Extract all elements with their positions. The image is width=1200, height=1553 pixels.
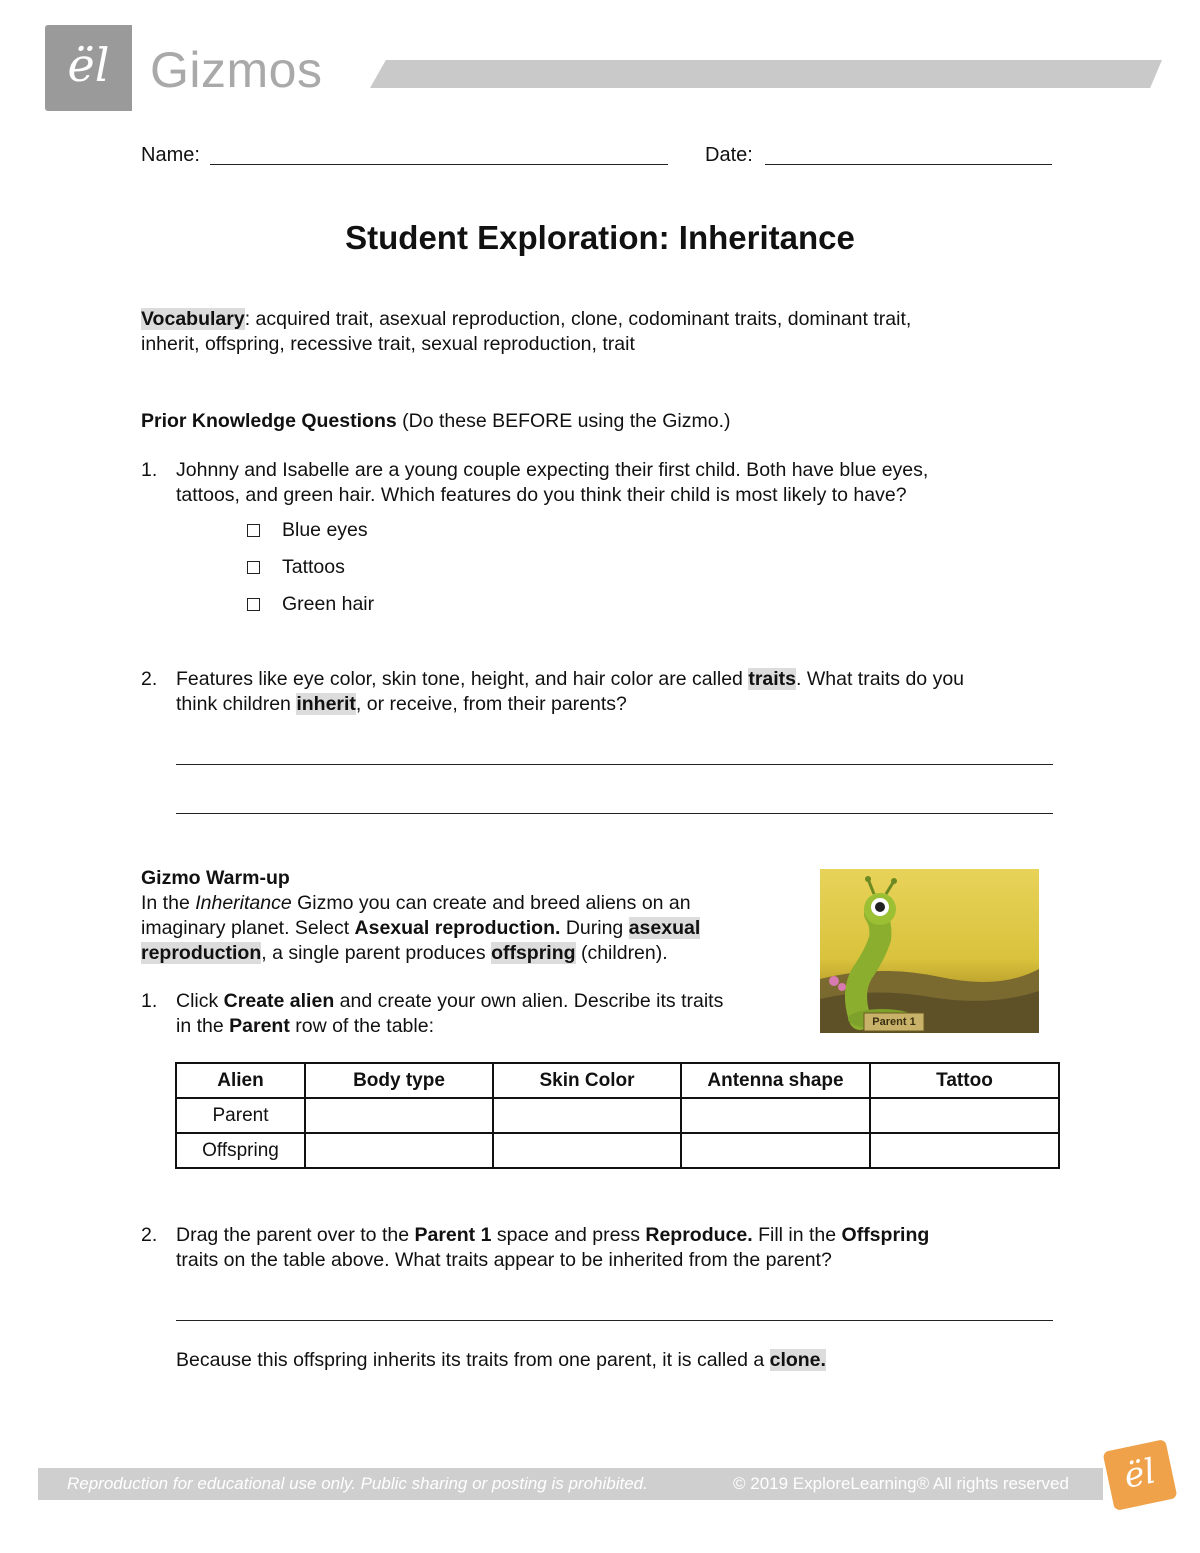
page-title: Student Exploration: Inheritance: [345, 219, 855, 256]
table-header: Skin Color: [493, 1063, 681, 1098]
checkbox-blue-eyes[interactable]: [247, 524, 260, 537]
alien-illustration: [820, 869, 1039, 1033]
traits-table: [175, 1062, 1060, 1169]
table-header: Tattoo: [870, 1063, 1059, 1098]
table-header-row: [176, 1063, 1059, 1098]
answer-line[interactable]: [176, 1320, 1053, 1321]
alien-gizmo-image: [820, 869, 1039, 1033]
explorelearning-footer-logo-icon: ël: [1102, 1439, 1177, 1511]
warmup-question-2: Drag the parent over to the Parent 1 space and press Reproduce. Fill in the Offspring traits on the table above. What traits appear to be inherited from the parent?: [176, 1224, 930, 1271]
question-number: 2.: [141, 1224, 158, 1246]
date-label: Date:: [705, 144, 753, 166]
answer-line[interactable]: [176, 813, 1053, 814]
answer-line[interactable]: [176, 764, 1053, 765]
vocabulary-line1: : acquired trait, asexual reproduction, clone, codominant traits, dominant trait,: [244, 308, 912, 330]
option-green-hair: Green hair: [282, 593, 375, 615]
table-row: [176, 1133, 1059, 1168]
question-number: 2.: [141, 668, 158, 690]
parent-1-label: Parent 1: [872, 1016, 916, 1028]
option-tattoos: Tattoos: [282, 556, 345, 578]
table-cell[interactable]: [870, 1098, 1059, 1133]
question-number: 1.: [141, 459, 158, 481]
warmup-intro: In the Inheritance Gizmo you can create and breed aliens on an imaginary planet. Select Asexual reproduction. During asexual reproduction, a single parent produces offspring (children).: [141, 892, 701, 964]
vocabulary-line2: inherit, offspring, recessive trait, sexual reproduction, trait: [141, 333, 635, 355]
question-2-text: Features like eye color, skin tone, height, and hair color are called traits. What traits do you think children inherit, or receive, from their parents?: [176, 668, 965, 715]
table-row-label: Offspring: [176, 1133, 305, 1168]
clone-sentence: Because this offspring inherits its traits from one parent, it is called a clone.: [176, 1349, 826, 1371]
brand-name: Gizmos: [150, 42, 323, 98]
table-row: [176, 1098, 1059, 1133]
table-header: Alien: [176, 1063, 305, 1098]
question-number: 1.: [141, 990, 158, 1012]
vocabulary: [141, 307, 1041, 357]
table-cell[interactable]: [305, 1133, 493, 1168]
prior-knowledge-heading: Prior Knowledge Questions (Do these BEFORE using the Gizmo.): [141, 410, 731, 432]
table-cell[interactable]: [681, 1098, 870, 1133]
header-bar: [370, 60, 1162, 88]
table-header: Antenna shape: [681, 1063, 870, 1098]
vocabulary-label: Vocabulary: [141, 308, 245, 330]
name-label: Name:: [141, 144, 200, 166]
footer-copyright: © 2019 ExploreLearning® All rights reserved: [733, 1474, 1069, 1493]
warmup-heading: Gizmo Warm-up: [141, 867, 290, 889]
checkbox-green-hair[interactable]: [247, 598, 260, 611]
date-field[interactable]: [765, 142, 1052, 165]
footer-disclaimer: Reproduction for educational use only. Public sharing or posting is prohibited.: [67, 1474, 648, 1493]
table-cell[interactable]: [870, 1133, 1059, 1168]
checkbox-tattoos[interactable]: [247, 561, 260, 574]
table-cell[interactable]: [493, 1133, 681, 1168]
explorelearning-logo-icon: ël: [67, 38, 110, 92]
name-field[interactable]: [210, 142, 668, 165]
table-header: Body type: [305, 1063, 493, 1098]
table-row-label: Parent: [176, 1098, 305, 1133]
warmup-question-1: Click Create alien and create your own alien. Describe its traits in the Parent row of the table:: [176, 990, 724, 1037]
table-cell[interactable]: [681, 1133, 870, 1168]
question-1-text: Johnny and Isabelle are a young couple expecting their first child. Both have blue eyes, tattoos, and green hair. Which features do you think their child is most likely to have?: [176, 459, 929, 506]
option-blue-eyes: Blue eyes: [282, 519, 368, 541]
table-cell[interactable]: [493, 1098, 681, 1133]
table-cell[interactable]: [305, 1098, 493, 1133]
